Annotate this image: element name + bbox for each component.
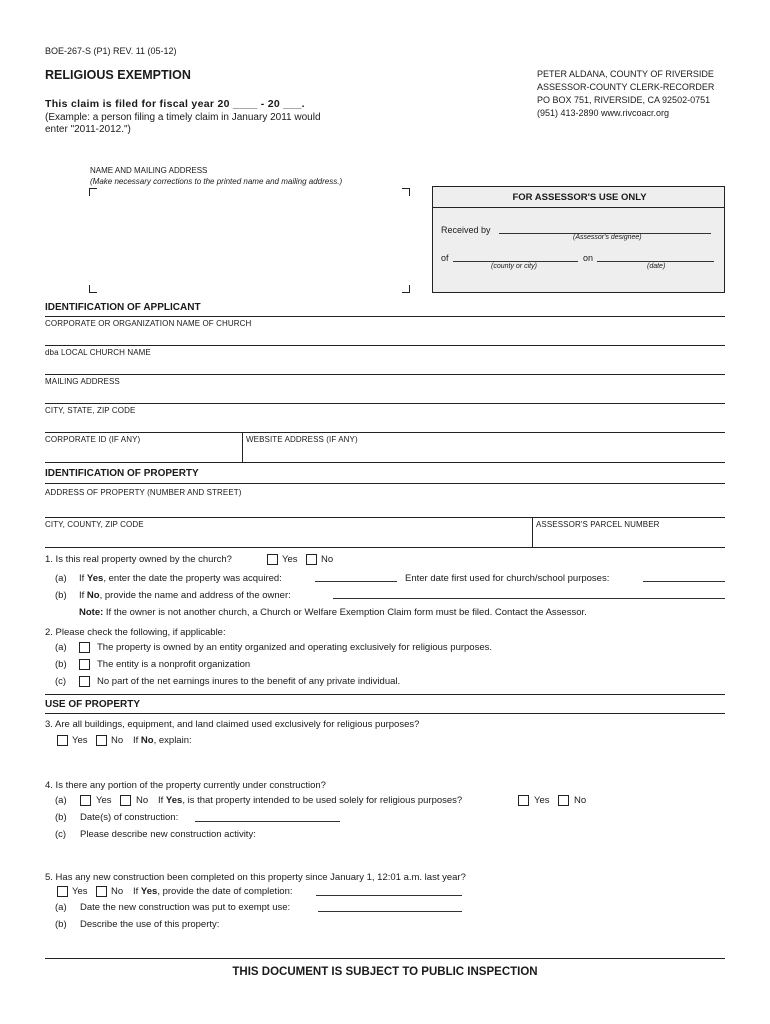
acquired-date-field[interactable] (315, 581, 397, 582)
q1a-marker: (a) (55, 573, 67, 584)
q4a-text-pre: If (158, 795, 166, 806)
parcel-label: ASSESSOR'S PARCEL NUMBER (536, 520, 660, 529)
county-city-field[interactable] (453, 261, 578, 262)
q4a-text-post: , is that property intended to be used solely for religious purposes? (182, 795, 463, 806)
q1a-text2: Enter date first used for church/school purposes: (405, 573, 610, 584)
divider (45, 483, 725, 484)
divider (45, 547, 725, 548)
q1b-text (79, 590, 291, 601)
q1-yes-checkbox[interactable] (267, 554, 278, 565)
q5-no-checkbox[interactable] (96, 886, 107, 897)
q5-completion-post: , provide the date of completion: (157, 886, 293, 897)
bracket-corner (89, 188, 97, 196)
q3-explain-post: , explain: (153, 735, 192, 746)
divider (45, 462, 725, 463)
completion-date-field[interactable] (316, 895, 462, 896)
q3-no-label: No (111, 735, 124, 746)
assessor-office-line: ASSESSOR-COUNTY CLERK-RECORDER (537, 82, 715, 92)
q4a-text-bold: Yes (165, 795, 183, 806)
q4-no-label: No (136, 795, 149, 806)
dba-label: dba LOCAL CHURCH NAME (45, 348, 151, 357)
q1-yes-label: Yes (282, 554, 298, 565)
q4-yes-checkbox[interactable] (80, 795, 91, 806)
footer-notice: THIS DOCUMENT IS SUBJECT TO PUBLIC INSPECTION (232, 966, 538, 978)
applicant-heading: IDENTIFICATION OF APPLICANT (45, 302, 201, 313)
fiscal-year-example: (Example: a person filing a timely claim in January 2011 would (45, 112, 321, 123)
website-label: WEBSITE ADDRESS (IF ANY) (246, 435, 358, 444)
name-address-note: (Make necessary corrections to the printed name and mailing address.) (90, 177, 343, 186)
property-city-field[interactable] (45, 531, 531, 547)
construction-activity-field[interactable] (280, 828, 725, 868)
corp-id-label: CORPORATE ID (IF ANY) (45, 435, 141, 444)
q4-no-checkbox[interactable] (120, 795, 131, 806)
corp-name-field[interactable] (45, 330, 725, 345)
corp-id-field[interactable] (45, 446, 241, 461)
q2-text: 2. Please check the following, if applicable: (45, 627, 226, 638)
website-field[interactable] (246, 446, 724, 461)
q2a-marker: (a) (55, 642, 67, 653)
county-city-caption: (county or city) (491, 263, 537, 270)
designee-caption: (Assessor's designee) (573, 234, 642, 241)
fiscal-year-example-2: enter "2011-2012.") (45, 124, 131, 135)
q3-no-checkbox[interactable] (96, 735, 107, 746)
first-used-date-field[interactable] (643, 581, 725, 582)
q5b-text: Describe the use of this property: (80, 919, 220, 930)
divider (45, 713, 725, 714)
q1-note-bold: Note: (79, 607, 104, 618)
construction-dates-field[interactable] (195, 821, 340, 822)
divider (433, 207, 725, 208)
q5-no-label: No (111, 886, 124, 897)
bracket-corner (89, 285, 97, 293)
q1a-text-post: , enter the date the property was acquired: (103, 573, 282, 584)
q3-yes-label: Yes (72, 735, 88, 746)
q1b-text-post: , provide the name and address of the owner: (99, 590, 291, 601)
divider (532, 517, 533, 547)
of-label: of (441, 253, 449, 263)
property-city-label: CITY, COUNTY, ZIP CODE (45, 520, 144, 529)
q3-explain-pre: If (133, 735, 141, 746)
parcel-field[interactable] (536, 531, 724, 547)
city-field[interactable] (45, 417, 725, 432)
date-field[interactable] (597, 261, 714, 262)
city-label: CITY, STATE, ZIP CODE (45, 406, 136, 415)
q4-yes-label: Yes (96, 795, 112, 806)
q1a-text-pre: If (79, 573, 87, 584)
received-by-label: Received by (441, 225, 491, 235)
q4a-yes-checkbox[interactable] (518, 795, 529, 806)
date-caption: (date) (647, 263, 666, 270)
fiscal-year-text: This claim is filed for fiscal year 20 ____ - 20 ___. (45, 98, 305, 110)
q1-note (79, 607, 587, 618)
mailing-field[interactable] (45, 388, 725, 403)
q1-no-checkbox[interactable] (306, 554, 317, 565)
q4-text: 4. Is there any portion of the property currently under construction? (45, 780, 326, 791)
q1b-text-bold: No (86, 590, 100, 601)
q4b-text: Date(s) of construction: (80, 812, 179, 823)
bracket-corner (402, 188, 410, 196)
q1b-marker: (b) (55, 590, 67, 601)
q4a-no-label: No (574, 795, 587, 806)
q5a-text: Date the new construction was put to exempt use: (80, 902, 291, 913)
q1a-text-bold: Yes (86, 573, 104, 584)
divider (45, 374, 725, 375)
q5-completion (133, 886, 293, 897)
use-heading: USE OF PROPERTY (45, 699, 141, 710)
name-address-label: NAME AND MAILING ADDRESS (90, 166, 208, 175)
property-address-field[interactable] (45, 499, 725, 517)
q2b-checkbox[interactable] (79, 659, 90, 670)
bracket-corner (402, 285, 410, 293)
mailing-label: MAILING ADDRESS (45, 377, 120, 386)
q3-explain-field[interactable] (205, 733, 725, 773)
q2c-marker: (c) (55, 676, 67, 687)
q3-text: 3. Are all buildings, equipment, and land claimed used exclusively for religious purposes? (45, 719, 420, 730)
q3-yes-checkbox[interactable] (57, 735, 68, 746)
q5-text: 5. Has any new construction been completed on this property since January 1, 12:01 a.m. last year? (45, 872, 466, 883)
q3-explain (133, 735, 192, 746)
q4a-text (158, 795, 462, 806)
q2b-marker: (b) (55, 659, 67, 670)
property-use-field[interactable] (240, 918, 725, 954)
divider (242, 432, 243, 462)
q1-text: 1. Is this real property owned by the church? (45, 554, 232, 565)
divider (45, 958, 725, 959)
q2c-text: No part of the net earnings inures to the benefit of any private individual. (97, 676, 401, 687)
divider (45, 345, 725, 346)
q5a-marker: (a) (55, 902, 67, 913)
corp-name-label: CORPORATE OR ORGANIZATION NAME OF CHURCH (45, 319, 252, 328)
q4a-yes-label: Yes (534, 795, 550, 806)
property-heading: IDENTIFICATION OF PROPERTY (45, 468, 199, 479)
assessor-office-line: (951) 413-2890 www.rivcoacr.org (537, 108, 670, 118)
q1-note-text: If the owner is not another church, a Church or Welfare Exemption Claim form must be filed. Contact the Assessor. (103, 607, 587, 618)
q5-completion-bold: Yes (140, 886, 158, 897)
assessor-office-info (537, 68, 714, 120)
assessor-office-line: PO BOX 751, RIVERSIDE, CA 92502-0751 (537, 95, 711, 105)
q2a-text: The property is owned by an entity organized and operating exclusively for religious purposes. (97, 642, 493, 653)
owner-name-address-field[interactable] (333, 598, 725, 599)
q4c-marker: (c) (55, 829, 67, 840)
q5-yes-checkbox[interactable] (57, 886, 68, 897)
assessor-use-box (432, 186, 725, 293)
q4c-text: Please describe new construction activity: (80, 829, 256, 840)
assessor-use-title: FOR ASSESSOR'S USE ONLY (512, 192, 647, 203)
q5b-marker: (b) (55, 919, 67, 930)
q4a-marker: (a) (55, 795, 67, 806)
q1a-text (79, 573, 282, 584)
divider (45, 517, 725, 518)
dba-field[interactable] (45, 359, 725, 374)
on-label: on (583, 253, 594, 263)
q2a-checkbox[interactable] (79, 642, 90, 653)
exempt-use-date-field[interactable] (318, 911, 462, 912)
page-title: RELIGIOUS EXEMPTION (45, 68, 191, 82)
q5-completion-pre: If (133, 886, 141, 897)
divider (45, 403, 725, 404)
divider (45, 432, 725, 433)
divider (45, 316, 725, 317)
q3-explain-bold: No (140, 735, 154, 746)
q1b-text-pre: If (79, 590, 87, 601)
q4a-no-checkbox[interactable] (558, 795, 569, 806)
q2b-text: The entity is a nonprofit organization (97, 659, 251, 670)
q1-no-label: No (321, 554, 334, 565)
assessor-office-line: PETER ALDANA, COUNTY OF RIVERSIDE (537, 69, 714, 79)
q4b-marker: (b) (55, 812, 67, 823)
q5-yes-label: Yes (72, 886, 88, 897)
form-code: BOE-267-S (P1) REV. 11 (05-12) (45, 46, 177, 56)
divider (45, 694, 725, 695)
property-address-label: ADDRESS OF PROPERTY (NUMBER AND STREET) (45, 488, 242, 497)
q2c-checkbox[interactable] (79, 676, 90, 687)
